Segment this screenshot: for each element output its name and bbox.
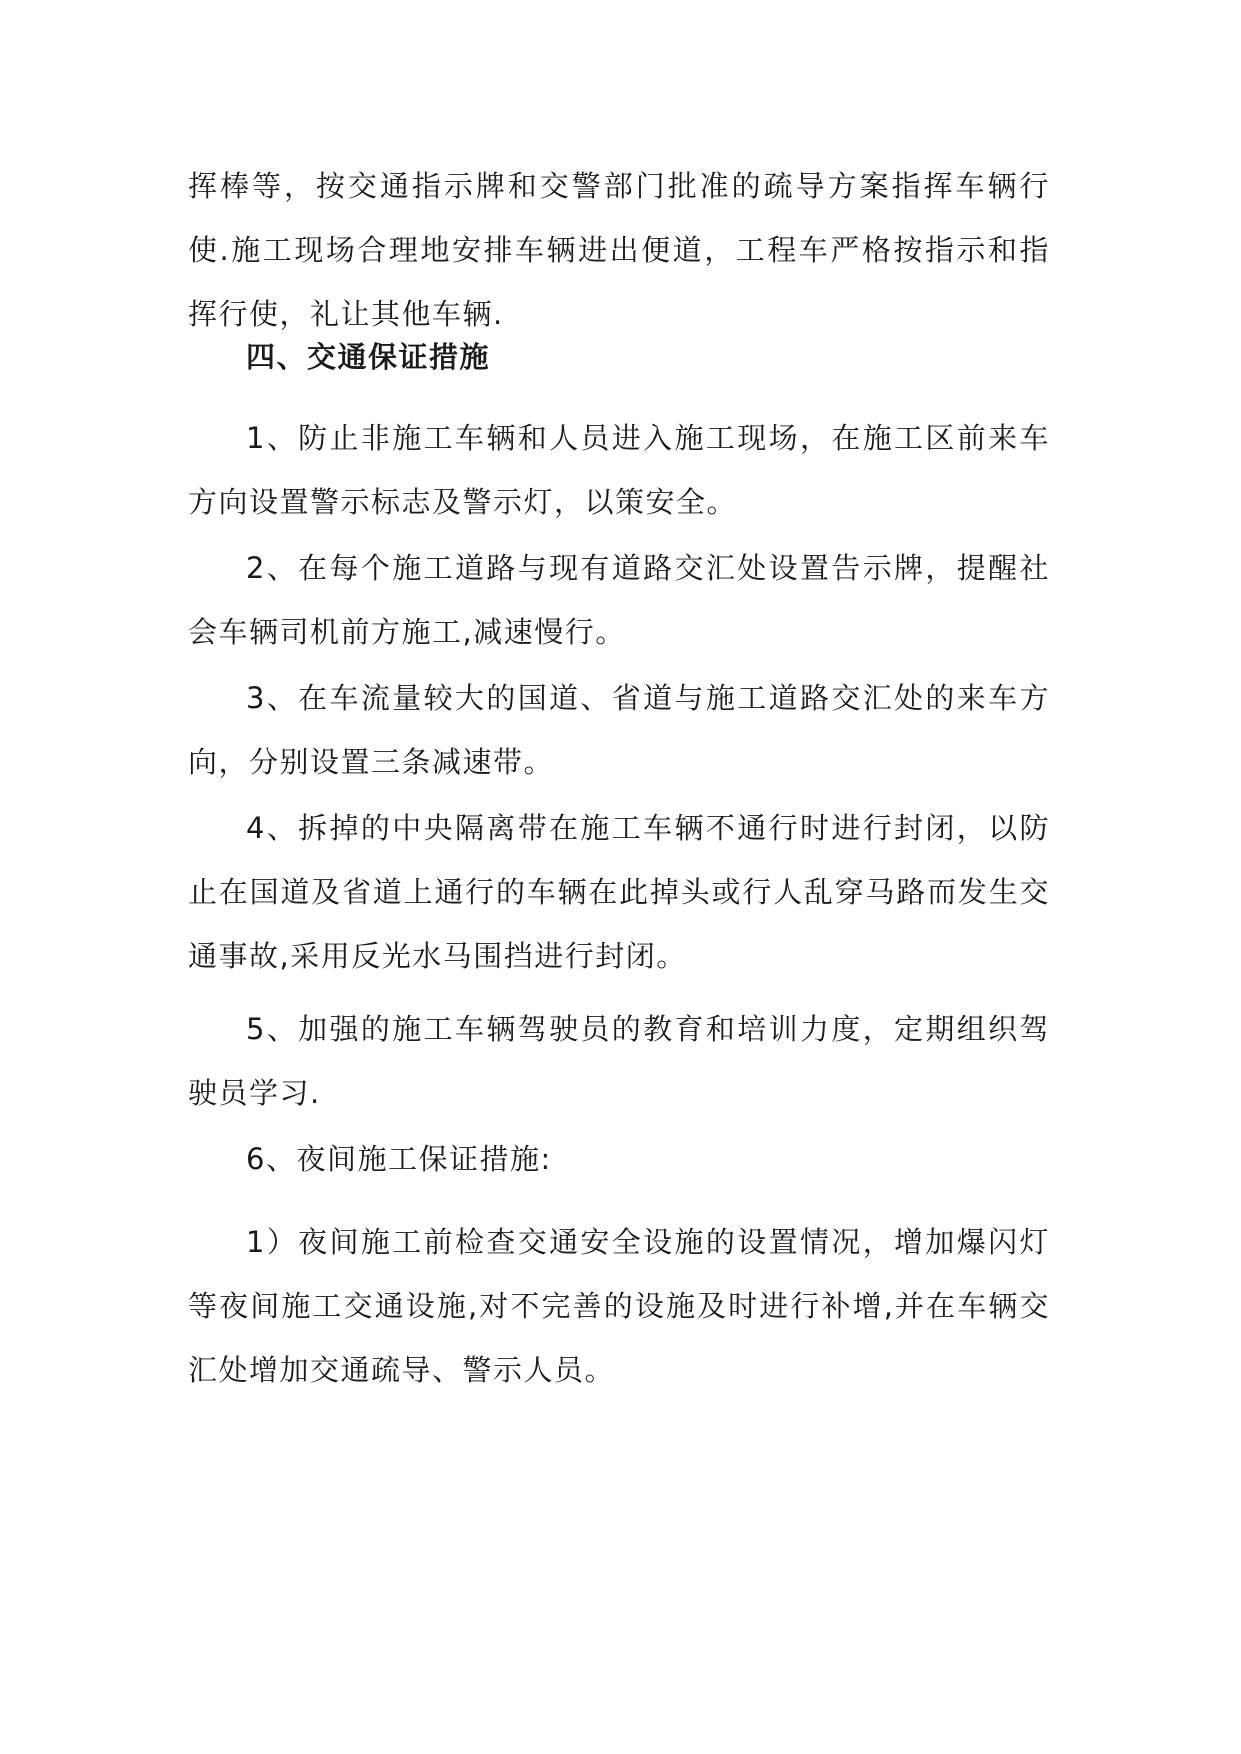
- continuation-paragraph: 挥棒等，按交通指示牌和交警部门批准的疏导方案指挥车辆行使.施工现场合理地安排车辆进出便道，工程车严格按指示和指挥行使，礼让其他车辆.: [188, 169, 1050, 331]
- list-item: 1、防止非施工车辆和人员进入施工现场，在施工区前来车方向设置警示标志及警示灯，以策安全。: [188, 421, 1050, 519]
- list-item: 3、在车流量较大的国道、省道与施工道路交汇处的来车方向，分别设置三条减速带。: [188, 681, 1050, 779]
- list-item: 2、在每个施工道路与现有道路交汇处设置告示牌，提醒社会车辆司机前方施工,减速慢行。: [188, 551, 1050, 649]
- list-item: 5、加强的施工车辆驾驶员的教育和培训力度，定期组织驾驶员学习.: [188, 1012, 1050, 1110]
- list-item: 6、夜间施工保证措施:: [246, 1142, 552, 1176]
- section-heading: 四、交通保证措施: [246, 340, 491, 374]
- list-item: 1）夜间施工前检查交通安全设施的设置情况，增加爆闪灯等夜间施工交通设施,对不完善的设施及时进行补增,并在车辆交汇处增加交通疏导、警示人员。: [188, 1225, 1050, 1387]
- list-item: 4、拆掉的中央隔离带在施工车辆不通行时进行封闭，以防止在国道及省道上通行的车辆在此掉头或行人乱穿马路而发生交通事故,采用反光水马围挡进行封闭。: [188, 811, 1050, 973]
